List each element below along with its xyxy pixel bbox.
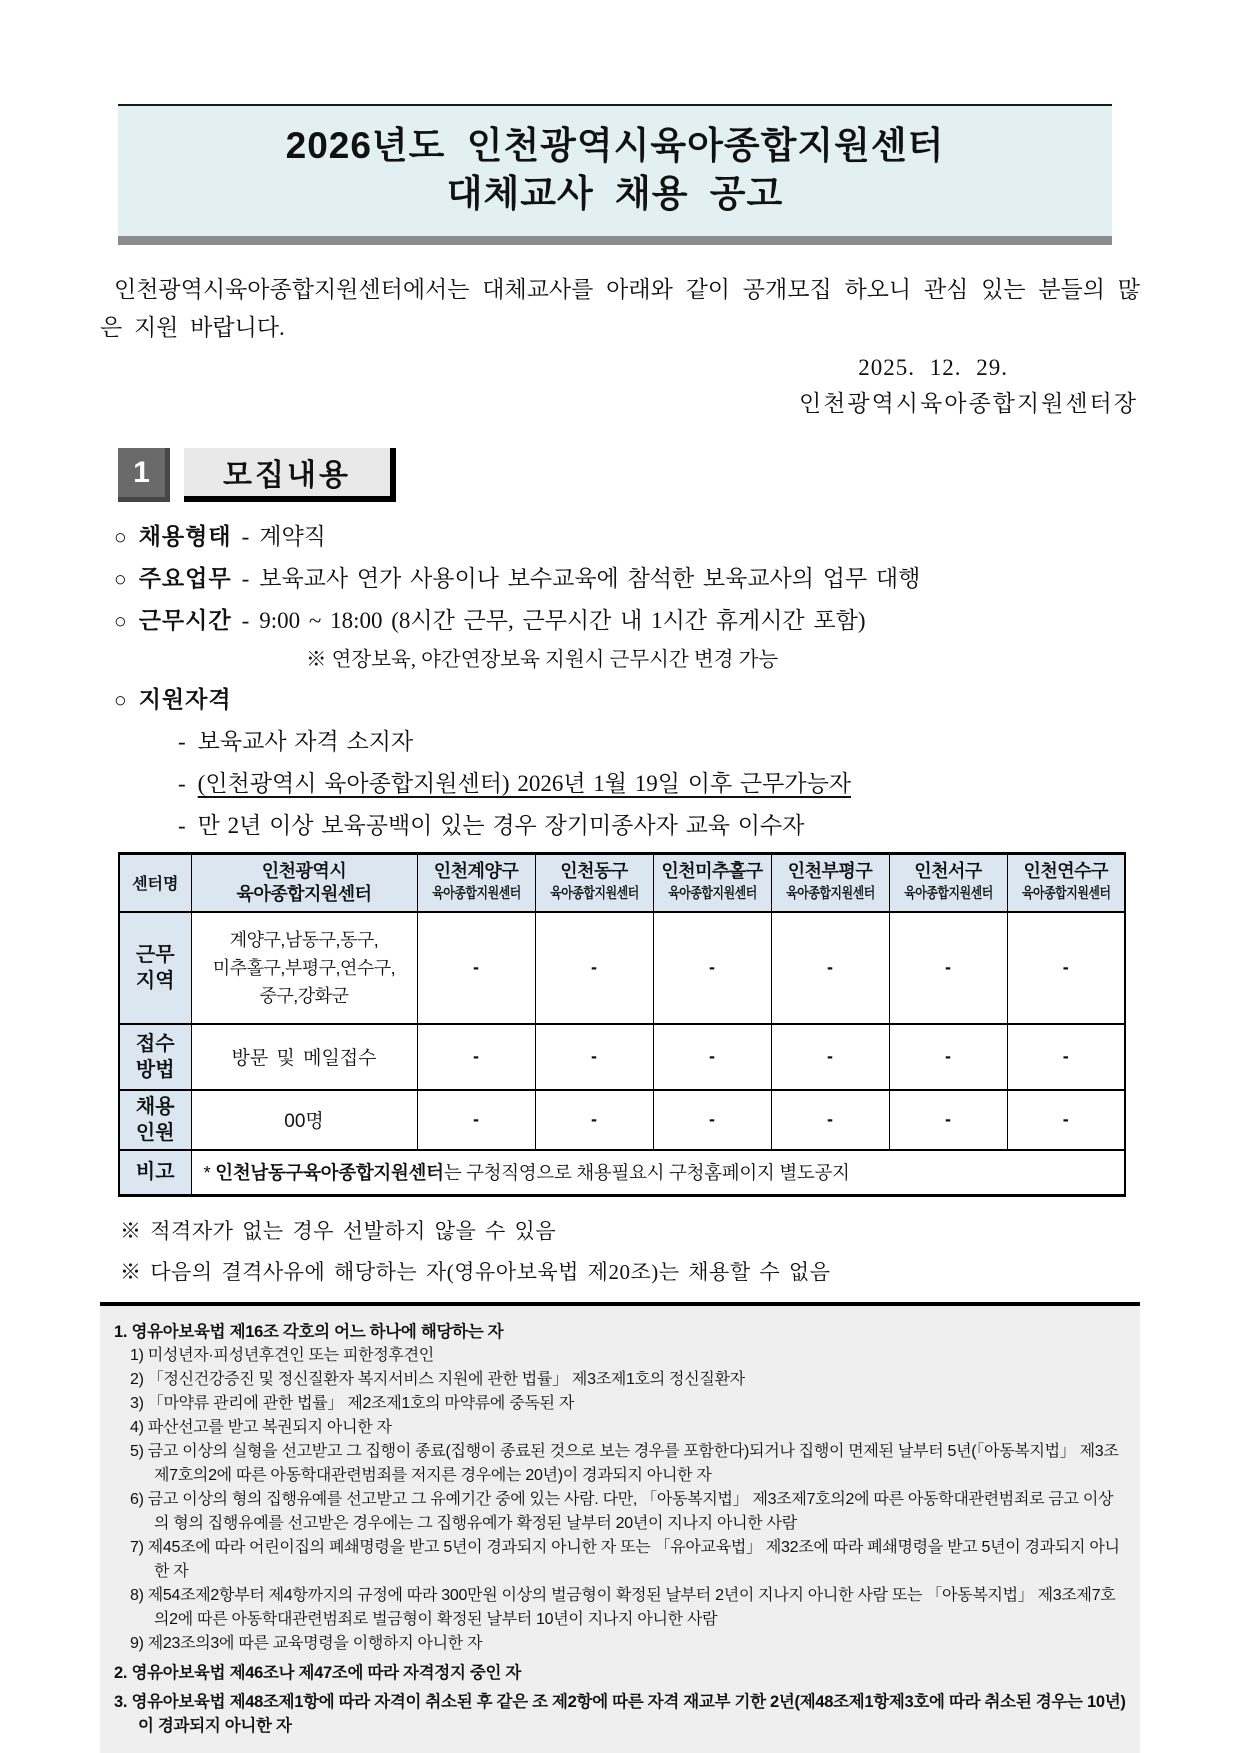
qualification-item	[178, 807, 1140, 840]
circle-bullet-icon: ○	[114, 567, 127, 591]
note-line: ※ 적격자가 없는 경우 선발하지 않을 수 있음	[120, 1219, 557, 1243]
empty-cell: -	[417, 1024, 535, 1090]
legal-sub-item: 5) 금고 이상의 실형을 선고받고 그 집행이 종료(집행이 종료된 것으로 보는 경우를 포함한다)되거나 집행이 면제된 날부터 5년(「아동복지법」 제3조제7호의2에 따른 아동학대관련범죄를 저지른 경우에는 20년)이 경과되지 아니한 자	[130, 1443, 1119, 1484]
empty-cell: -	[535, 1090, 653, 1150]
section-1-header	[118, 448, 1140, 502]
item-separator: -	[241, 566, 250, 591]
recruitment-details-list	[114, 518, 1140, 840]
dash-bullet: -	[178, 729, 186, 754]
row-label-line: 근무	[135, 943, 175, 966]
item-main-duty	[114, 560, 1140, 593]
empty-cell: -	[1007, 912, 1125, 1024]
row-label-line: 인원	[135, 1121, 175, 1144]
empty-cell: -	[653, 1024, 771, 1090]
empty-cell: -	[417, 912, 535, 1024]
title-line1: 2026년도 인천광역시육아종합지원센터	[285, 125, 945, 166]
dash-bullet: -	[178, 813, 186, 838]
remark-bold-text: 인천남동구육아종합지원센터	[215, 1162, 444, 1184]
work-region-cell	[191, 912, 417, 1024]
circle-bullet-icon: ○	[114, 609, 127, 633]
item-working-hours	[114, 602, 1140, 635]
headcount-cell: 00명	[191, 1090, 417, 1150]
empty-cell: -	[889, 1090, 1007, 1150]
legal-disqualification-box	[100, 1302, 1140, 1753]
col-header-bupyeong	[771, 854, 889, 912]
row-label-work-region	[119, 912, 191, 1024]
legal-sub-item: 1) 미성년자·피성년후견인 또는 피한정후견인	[130, 1347, 434, 1364]
center-name-line2: 육아종합지원센터	[667, 886, 757, 903]
item-employment-type	[114, 518, 1140, 551]
title-banner	[118, 104, 1112, 245]
center-name-line1: 인천미추홀구	[661, 861, 763, 882]
center-name-line2: 육아종합지원센터	[785, 886, 875, 903]
intro-paragraph: 인천광역시육아종합지원센터에서는 대체교사를 아래와 같이 공개모집 하오니 관심 있는 분들의 많은 지원 바랍니다.	[100, 277, 1140, 340]
table-row-headcount	[119, 1090, 1125, 1150]
empty-cell: -	[771, 912, 889, 1024]
qualification-text-underlined: (인천광역시 육아종합지원센터) 2026년 1월 19일 이후 근무가능자	[197, 771, 852, 796]
apply-method-cell: 방문 및 메일접수	[191, 1024, 417, 1090]
dash-bullet: -	[178, 771, 186, 796]
legal-sub-item: 8) 제54조제2항부터 제4항까지의 규정에 따라 300만원 이상의 벌금형이 확정된 날부터 2년이 지나지 아니한 사람 또는 「아동복지법」 제3조제7호의2에 따른 아동학대관련범죄로 벌금형이 확정된 날부터 10년이 지나지 아니한 사람	[130, 1587, 1116, 1628]
empty-cell: -	[535, 912, 653, 1024]
empty-cell: -	[771, 1090, 889, 1150]
center-name-line1: 인천동구	[560, 861, 628, 882]
qualification-list	[178, 723, 1140, 840]
empty-cell: -	[653, 1090, 771, 1150]
region-line: 미추홀구,부평구,연수구,	[212, 957, 396, 978]
note-line: ※ 다음의 결격사유에 해당하는 자(영유아보육법 제20조)는 채용할 수 없음	[120, 1260, 831, 1284]
row-label-apply-method	[119, 1024, 191, 1090]
section-number-badge: 1	[118, 448, 170, 502]
qualification-item	[178, 765, 1140, 798]
center-name-line2: 육아종합지원센터	[431, 886, 521, 903]
item-separator: -	[241, 524, 250, 549]
col-header-city-center	[191, 854, 417, 912]
table-row-apply-method	[119, 1024, 1125, 1090]
region-line: 계양구,남동구,동구,	[229, 929, 379, 950]
item-value: 보육교사 연가 사용이나 보수교육에 참석한 보육교사의 업무 대행	[259, 566, 921, 591]
row-label-line: 채용	[135, 1095, 175, 1118]
empty-cell: -	[535, 1024, 653, 1090]
legal-sub-item: 6) 금고 이상의 형의 집행유예를 선고받고 그 유예기간 중에 있는 사람. 다만, 「아동복지법」 제3조제7호의2에 따른 아동학대관련범죄로 금고 이상의 형의 집행유예를 선고받은 경우에는 그 집행유예가 확정된 날부터 20년이 지나지 아니한 사람	[130, 1491, 1114, 1532]
col-header-donggu	[535, 854, 653, 912]
empty-cell: -	[1007, 1090, 1125, 1150]
col-header-gyeyang	[417, 854, 535, 912]
legal-item-3: 3. 영유아보육법 제48조제1항에 따라 자격이 취소된 후 같은 조 제2항에 따른 자격 재교부 기한 2년(제48조제1항제3호에 따라 취소된 경우는 10년)이 경과되지 아니한 자	[114, 1693, 1126, 1735]
qualification-text: 보육교사 자격 소지자	[197, 729, 414, 754]
item-label: 채용형태	[138, 524, 232, 549]
region-line: 중구,강화군	[259, 985, 349, 1006]
title-line2: 대체교사 채용 공고	[446, 173, 784, 214]
remark-cell	[191, 1150, 1125, 1196]
announcement-date: 2025. 12. 29.	[858, 355, 1008, 380]
legal-sub-item: 2) 「정신건강증진 및 정신질환자 복지서비스 지원에 관한 법률」 제3조제1호의 정신질환자	[130, 1371, 745, 1388]
empty-cell: -	[417, 1090, 535, 1150]
empty-cell: -	[771, 1024, 889, 1090]
center-name-line2: 육아종합지원센터	[236, 884, 372, 905]
item-separator: -	[241, 608, 250, 633]
col-header-yeonsu	[1007, 854, 1125, 912]
legal-item-2: 2. 영유아보육법 제46조나 제47조에 따라 자격정지 중인 자	[114, 1664, 522, 1682]
row-label-line: 지역	[135, 969, 175, 992]
empty-cell: -	[653, 912, 771, 1024]
col-header-michuhol	[653, 854, 771, 912]
document-content	[0, 104, 1240, 1753]
center-name-line1: 인천서구	[914, 861, 982, 882]
center-name-line2: 육아종합지원센터	[549, 886, 639, 903]
center-name-line1: 인천광역시	[261, 861, 347, 882]
item-label: 근무시간	[138, 608, 232, 633]
item-value: 계약직	[259, 524, 326, 549]
empty-cell: -	[889, 912, 1007, 1024]
empty-cell: -	[889, 1024, 1007, 1090]
center-name-line2: 육아종합지원센터	[1021, 886, 1111, 903]
legal-sub-item: 9) 제23조의3에 따른 교육명령을 이행하지 아니한 자	[130, 1635, 483, 1652]
row-label-headcount	[119, 1090, 191, 1150]
col-header-seogu	[889, 854, 1007, 912]
circle-bullet-icon: ○	[114, 525, 127, 549]
center-name-line1: 인천계양구	[433, 861, 519, 882]
table-header-row	[119, 854, 1125, 912]
qualification-item	[178, 723, 1140, 756]
section-title: 모집내용	[184, 448, 396, 502]
circle-bullet-icon: ○	[114, 688, 127, 712]
row-label-remark: 비고	[119, 1150, 191, 1196]
center-name-line2: 육아종합지원센터	[903, 886, 993, 903]
table-corner-header: 센터명	[119, 854, 191, 912]
center-name-line1: 인천부평구	[787, 861, 873, 882]
row-label-line: 방법	[135, 1058, 175, 1081]
remark-prefix: *	[203, 1162, 216, 1184]
legal-sub-item: 3) 「마약류 관리에 관한 법률」 제2조제1호의 마약류에 중독된 자	[130, 1395, 574, 1412]
item-qualification	[114, 681, 1140, 714]
item-value: 9:00 ~ 18:00 (8시간 근무, 근무시간 내 1시간 휴게시간 포함)	[259, 608, 866, 633]
empty-cell: -	[1007, 1024, 1125, 1090]
qualification-text: 만 2년 이상 보육공백이 있는 경우 장기미종사자 교육 이수자	[197, 813, 805, 838]
announcer-name: 인천광역시육아종합지원센터장	[798, 391, 1138, 416]
center-name-line1: 인천연수구	[1023, 861, 1108, 882]
legal-item-1-title: 1. 영유아보육법 제16조 각호의 어느 하나에 해당하는 자	[114, 1323, 504, 1341]
legal-sub-item: 4) 파산선고를 받고 복권되지 아니한 자	[130, 1419, 392, 1436]
working-hours-note: ※ 연장보육, 야간연장보육 지원시 근무시간 변경 가능	[306, 649, 779, 671]
notes-section	[120, 1215, 1140, 1286]
item-label: 지원자격	[138, 687, 232, 712]
recruitment-table	[118, 852, 1126, 1197]
remark-rest-text: 는 구청직영으로 채용필요시 구청홈페이지 별도공지	[443, 1162, 850, 1184]
table-row-remark	[119, 1150, 1125, 1196]
legal-sub-item: 7) 제45조에 따라 어린이집의 폐쇄명령을 받고 5년이 경과되지 아니한 자 또는 「유아교육법」 제32조에 따라 폐쇄명령을 받고 5년이 경과되지 아니한 자	[130, 1539, 1120, 1580]
table-row-work-region	[119, 912, 1125, 1024]
item-label: 주요업무	[138, 566, 232, 591]
row-label-line: 접수	[135, 1032, 175, 1055]
